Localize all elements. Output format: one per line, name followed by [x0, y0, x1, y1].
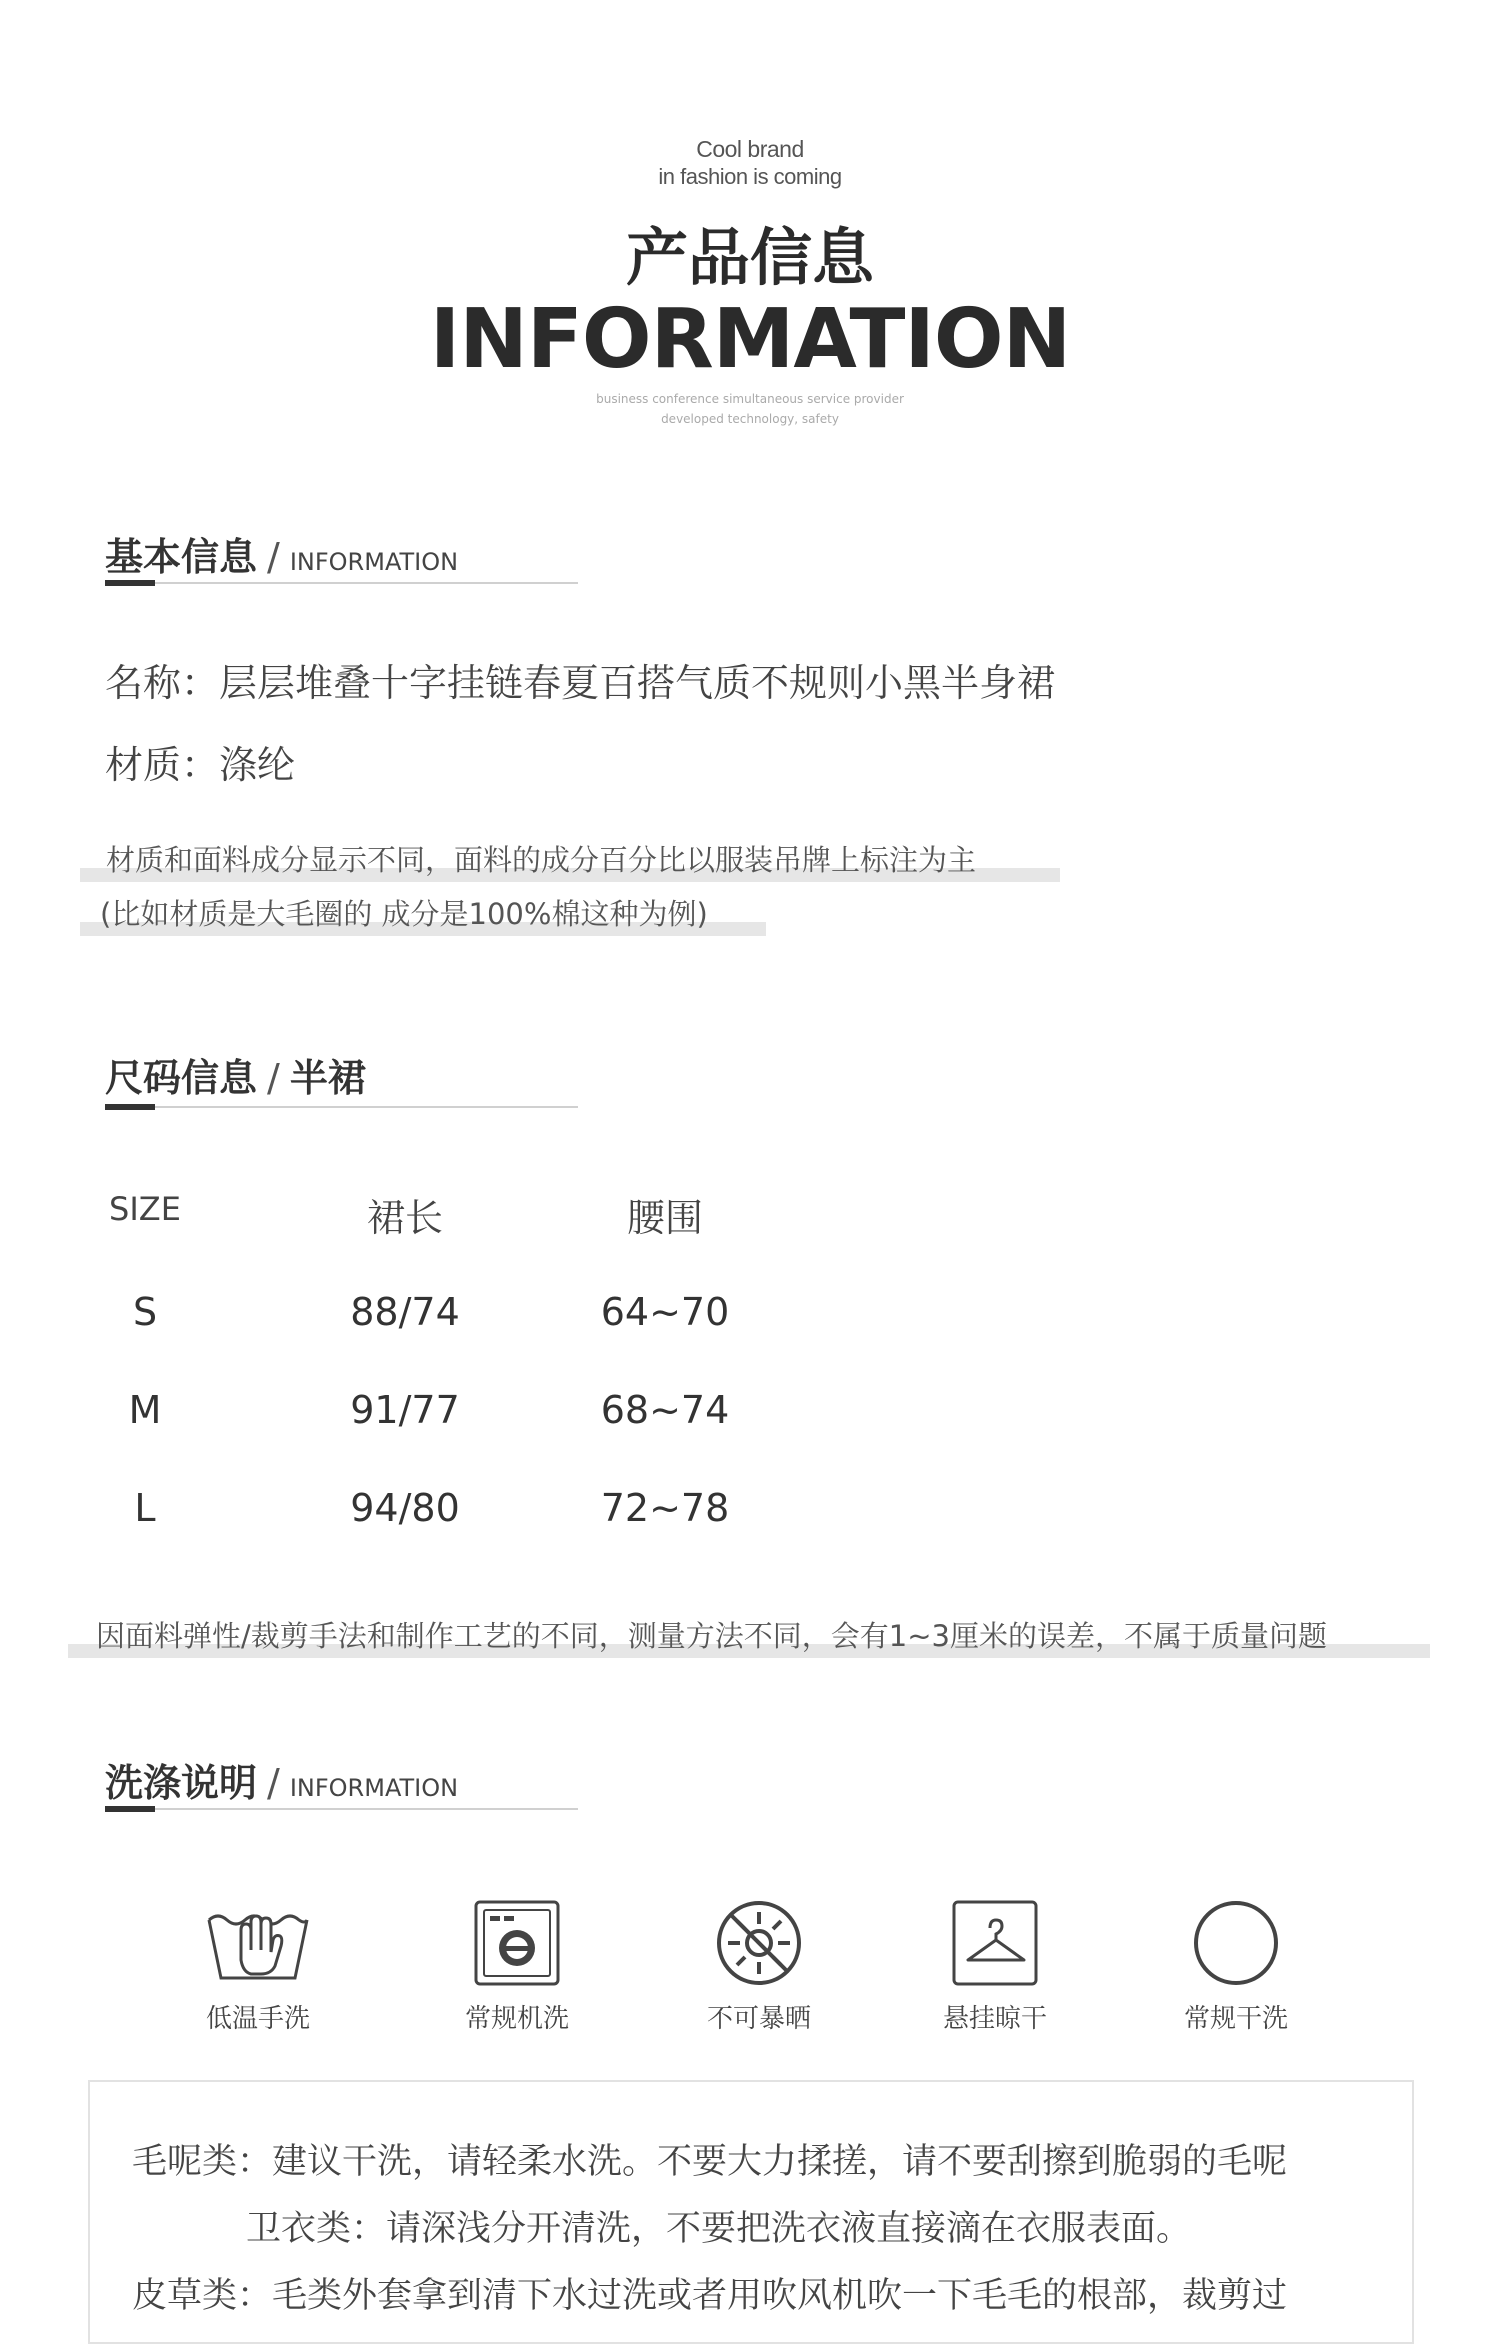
care-item-dry-clean	[1161, 1900, 1311, 2035]
care-item-no-sun	[684, 1900, 834, 2035]
machine-wash-icon	[472, 1900, 562, 1986]
care-label: 常规机洗	[464, 2004, 569, 2034]
section-divider-mark	[105, 1104, 155, 1110]
table-cell: L	[134, 1486, 156, 1530]
table-header-length: 裙长	[366, 1196, 443, 1240]
care-item-machine-wash	[442, 1900, 592, 2035]
section-divider-mark	[105, 580, 155, 586]
section-heading-size	[105, 1047, 366, 1102]
section-divider-mark	[105, 1806, 155, 1812]
material-note-2: (比如材质是大毛圈的 成分是100%棉这种为例)	[100, 897, 708, 931]
tagline-2: developed technology, safety	[661, 412, 839, 426]
table-cell: 91/77	[350, 1388, 460, 1432]
table-header-waist: 腰围	[626, 1196, 703, 1240]
care-label: 不可暴晒	[706, 2004, 811, 2034]
section-heading-text: 基本信息	[105, 535, 258, 579]
table-cell: 68~74	[600, 1388, 730, 1432]
section-heading-text: 尺码信息	[105, 1056, 258, 1100]
section-slash: /	[267, 1056, 280, 1100]
product-name: 名称：层层堆叠十字挂链春夏百搭气质不规则小黑半身裙	[105, 661, 1056, 705]
wash-line-3: 皮草类：毛类外套拿到清下水过洗或者用吹风机吹一下毛毛的根部，裁剪过	[132, 2276, 1288, 2316]
wash-line-2: 卫衣类：请深浅分开清洗，不要把洗衣液直接滴在衣服表面。	[246, 2209, 1192, 2249]
care-label: 悬挂晾干	[942, 2004, 1047, 2034]
table-cell: 72~78	[600, 1486, 730, 1530]
hang-dry-icon	[950, 1900, 1040, 1986]
care-item-hand-wash	[183, 1900, 333, 2035]
section-divider	[105, 1106, 578, 1108]
table-cell: 88/74	[350, 1290, 460, 1334]
hand-wash-icon	[203, 1900, 313, 1986]
section-heading-text: 洗涤说明	[105, 1761, 258, 1805]
dry-clean-icon	[1191, 1900, 1281, 1986]
material-note-1: 材质和面料成分显示不同，面料的成分百分比以服装吊牌上标注为主	[106, 843, 977, 877]
tagline-1: business conference simultaneous service provider	[596, 392, 904, 406]
care-item-hang-dry	[920, 1900, 1070, 2035]
size-note: 因面料弹性/裁剪手法和制作工艺的不同，测量方法不同，会有1~3厘米的误差，不属于质量问题	[96, 1619, 1327, 1653]
table-cell: 94/80	[350, 1486, 460, 1530]
page-title-cn: 产品信息	[625, 221, 874, 294]
section-heading-basic	[105, 526, 458, 581]
table-cell: S	[132, 1290, 158, 1334]
no-sun-icon	[714, 1900, 804, 1986]
table-cell: M	[128, 1388, 162, 1432]
section-slash: /	[267, 535, 280, 579]
section-slash: /	[267, 1761, 280, 1805]
product-material: 材质：涤纶	[105, 743, 296, 787]
section-heading-en: INFORMATION	[289, 1774, 459, 1802]
table-header-size: SIZE	[109, 1190, 181, 1228]
care-label: 低温手洗	[205, 2004, 310, 2034]
brand-line-1: Cool brand	[696, 136, 804, 162]
section-heading-en: INFORMATION	[289, 548, 459, 576]
section-heading-sub: 半裙	[289, 1056, 366, 1100]
section-heading-wash	[105, 1752, 458, 1807]
table-cell: 64~70	[600, 1290, 730, 1334]
care-label: 常规干洗	[1183, 2004, 1288, 2034]
brand-line-2: in fashion is coming	[658, 164, 842, 189]
wash-line-1: 毛呢类：建议干洗，请轻柔水洗。不要大力揉搓，请不要刮擦到脆弱的毛呢	[132, 2142, 1288, 2182]
section-divider	[105, 1808, 578, 1810]
page-title-en: INFORMATION	[429, 292, 1071, 387]
section-divider	[105, 582, 578, 584]
